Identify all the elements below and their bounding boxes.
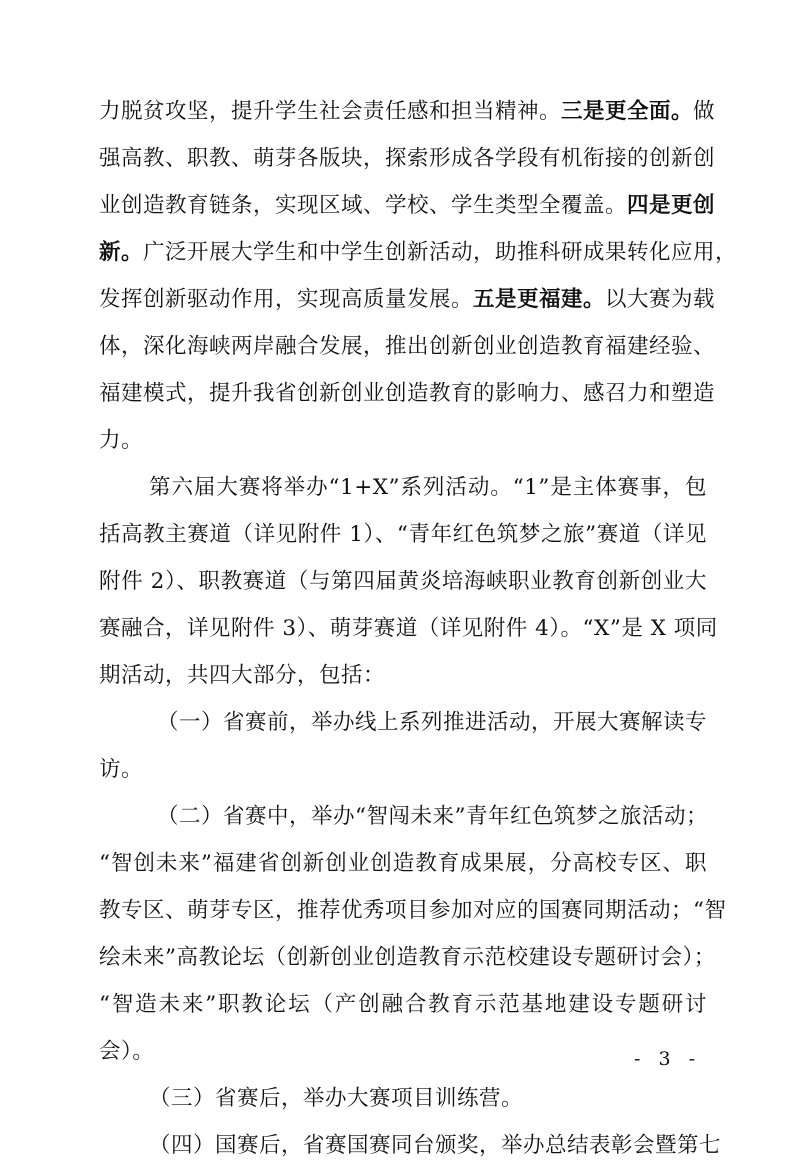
bold-text-run: 三是更全面。 [561, 99, 694, 124]
text-line [99, 746, 707, 793]
bold-text-run: 四是更创 [627, 193, 716, 218]
text-line [99, 699, 707, 746]
text-run: “智造未来”职教论坛（产创融合教育示范基地建设专题研讨 [99, 992, 707, 1017]
text-line [99, 88, 716, 135]
text-run: （一）省赛前，举办线上系列推进活动，开展大赛解读专 [157, 710, 708, 735]
text-run: 力脱贫攻坚，提升学生社会责任感和担当精神。 [99, 99, 562, 124]
text-run: 强高教、职教、萌芽各版块，探索形成各学段有机衔接的创新创 [99, 146, 716, 171]
text-line [99, 793, 707, 840]
text-line [99, 840, 707, 887]
text-line [99, 652, 707, 699]
paragraph [99, 88, 738, 464]
text-line [99, 182, 716, 229]
text-run: （三）省赛后，举办大赛项目训练营。 [149, 1086, 524, 1111]
text-line [99, 464, 707, 511]
text-run: 福建模式，提升我省创新创业创造教育的影响力、感召力和塑造 [99, 381, 716, 406]
body-text [99, 88, 738, 1169]
text-line [99, 1075, 707, 1122]
page-number: - 3 - [633, 1048, 701, 1070]
paragraph [99, 1075, 707, 1122]
text-line [99, 1028, 707, 1075]
text-line [99, 276, 716, 323]
text-run: 绘未来”高教论坛（创新创业创造教育示范校建设专题研讨会）； [99, 945, 716, 970]
text-line [99, 135, 716, 182]
text-line [99, 323, 716, 370]
paragraph [99, 699, 707, 793]
text-run: 发挥创新驱动作用，实现高质量发展。 [99, 287, 474, 312]
text-run: （四）国赛后，省赛国赛同台颁奖，举办总结表彰会暨第七 [149, 1133, 722, 1158]
text-line [99, 1122, 722, 1169]
text-run: 以大赛为载 [605, 287, 716, 312]
text-run: 教专区、萌芽专区，推荐优秀项目参加对应的国赛同期活动；“智 [99, 898, 727, 923]
text-run: 访。 [99, 757, 144, 782]
text-run: 体，深化海峡两岸融合发展，推出创新创业创造教育福建经验、 [99, 334, 716, 359]
text-run: 括高教主赛道（详见附件 1）、“青年红色筑梦之旅”赛道（详见 [99, 522, 707, 547]
text-run: 附件 2）、职教赛道（与第四届黄炎培海峡职业教育创新创业大 [99, 569, 707, 594]
text-line [99, 558, 707, 605]
text-run: 做 [693, 99, 716, 124]
text-line [99, 605, 718, 652]
text-line [99, 229, 738, 276]
paragraph [99, 793, 727, 1075]
paragraph [99, 1122, 722, 1169]
paragraph [99, 464, 718, 699]
bold-text-run: 新。 [99, 240, 144, 265]
bold-text-run: 五是更福建。 [473, 287, 606, 312]
text-run: 期活动，共四大部分，包括： [99, 663, 386, 688]
text-run: 广泛开展大学生和中学生创新活动，助推科研成果转化应用， [143, 240, 738, 265]
text-run: 会）。 [99, 1039, 155, 1064]
text-line [99, 417, 707, 464]
text-run: 力。 [99, 428, 144, 453]
text-run: “智创未来”福建省创新创业创造教育成果展，分高校专区、职 [99, 851, 707, 876]
text-line [99, 370, 716, 417]
text-run: 第六届大赛将举办“1+X”系列活动。“1”是主体赛事，包 [149, 475, 707, 500]
text-line [99, 934, 716, 981]
text-line [99, 887, 727, 934]
text-run: （二）省赛中，举办“智闯未来”青年红色筑梦之旅活动； [157, 804, 708, 829]
text-run: 业创造教育链条，实现区域、学校、学生类型全覆盖。 [99, 193, 628, 218]
text-line [99, 511, 707, 558]
text-line [99, 981, 707, 1028]
text-run: 赛融合，详见附件 3）、萌芽赛道（详见附件 4）。“X”是 X 项同 [99, 616, 718, 641]
